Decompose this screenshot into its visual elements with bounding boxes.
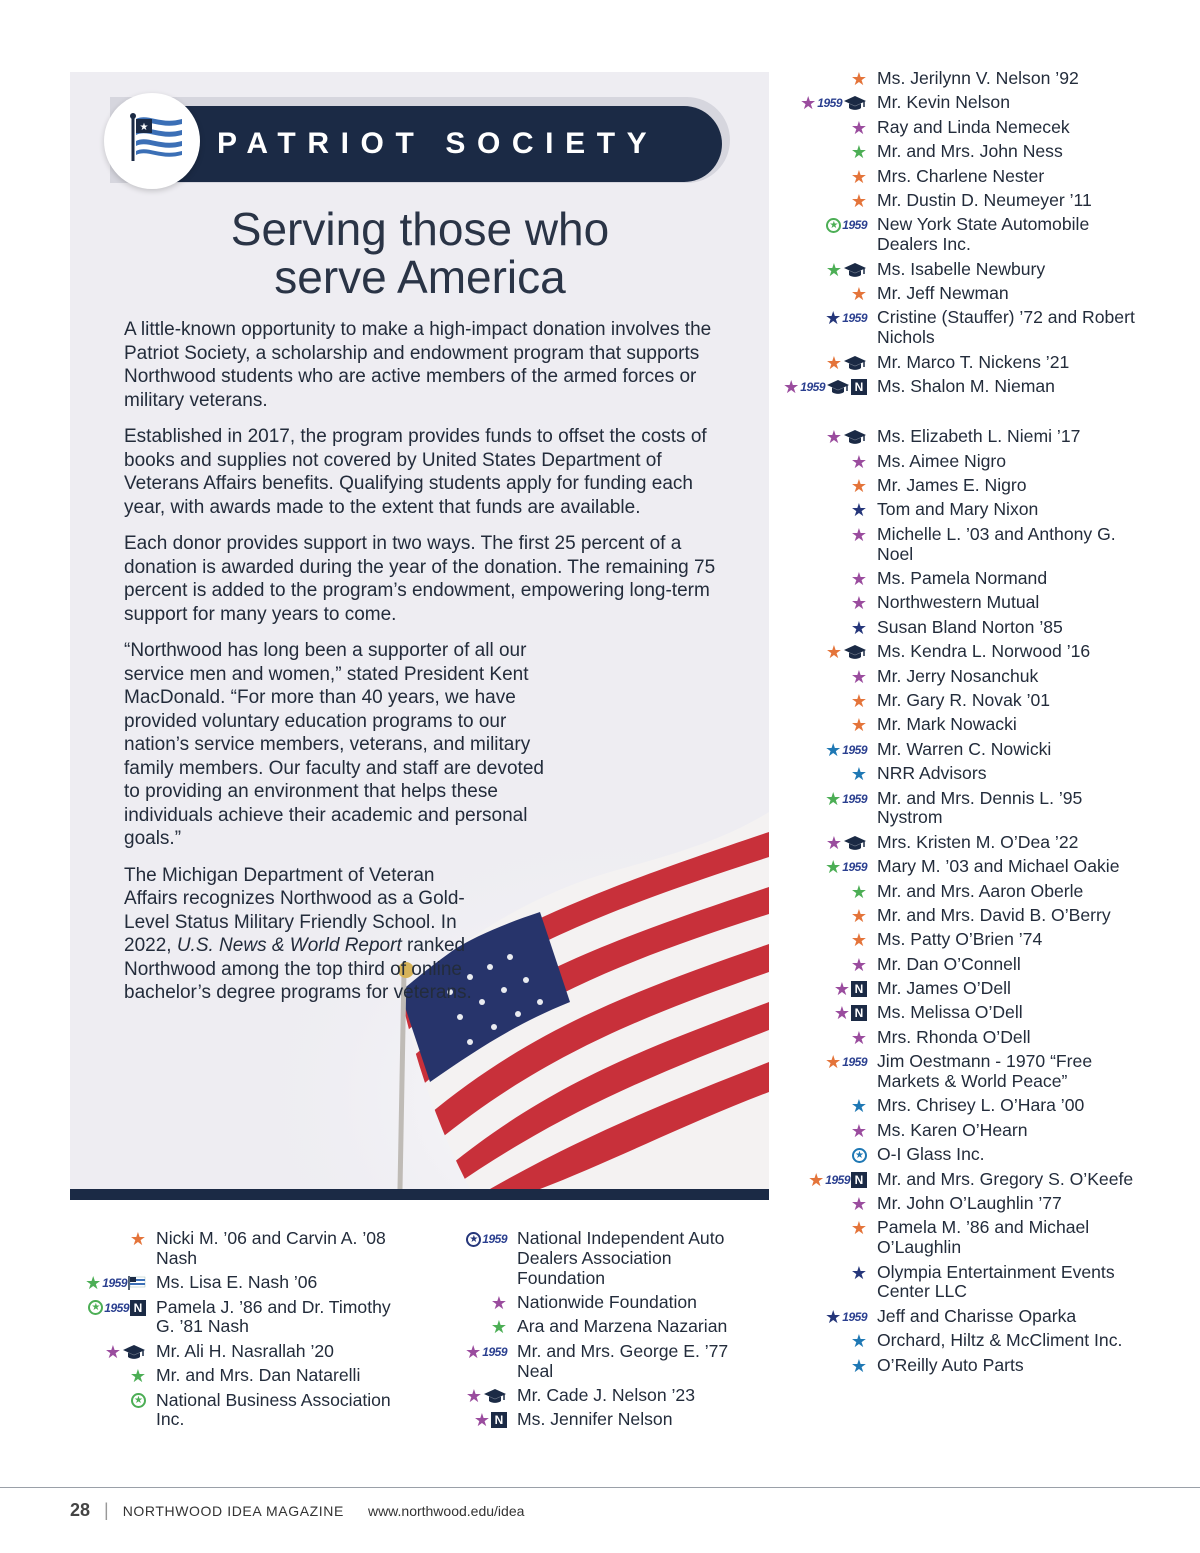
donor-entry (91, 1296, 396, 1338)
donor-entry (850, 475, 1135, 497)
donor-recognition-icons (826, 353, 867, 373)
donor-recognition-icons (851, 1331, 867, 1351)
donor-name: Mr. Jerry Nosanchuk (877, 665, 1039, 686)
donor-recognition-icons (851, 955, 867, 975)
donor-name: Ray and Linda Nemecek (877, 116, 1070, 137)
donor-recognition-icons (851, 667, 867, 687)
donor-recognition-icons (851, 1096, 867, 1116)
orange-star-icon: ★ (129, 1229, 146, 1249)
donor-name: Mr. Ali H. Nasrallah ’20 (156, 1340, 334, 1361)
purple-star-icon: ★ (104, 1341, 121, 1362)
donor-name: Pamela M. ’86 and Michael O’Laughlin (877, 1217, 1090, 1258)
donor-name: Tom and Mary Nixon (877, 499, 1039, 520)
donor-recognition-icons (851, 1263, 867, 1283)
donor-entry (850, 1095, 1135, 1117)
donor-name: Susan Bland Norton ’85 (877, 616, 1063, 637)
donor-name: Ms. Aimee Nigro (877, 450, 1007, 471)
donor-recognition-icons (851, 1194, 867, 1214)
society-1959-icon: 1959 (842, 791, 867, 806)
donor-recognition-icons (826, 642, 867, 662)
green-star-icon: ★ (850, 881, 867, 902)
donor-recognition-icons (783, 377, 867, 397)
purple-star-icon: ★ (850, 666, 867, 687)
publication-name: U.S. News & World Report (176, 935, 402, 956)
donor-name: Jim Oestmann - 1970 “Free Markets & World Peace” (877, 1051, 1093, 1092)
orange-star-icon: ★ (825, 642, 842, 663)
donor-name: Ms. Patty O’Brien ’74 (877, 929, 1043, 950)
donor-name: Mrs. Kristen M. O’Dea ’22 (877, 831, 1079, 852)
donor-recognition-icons (851, 118, 867, 138)
donor-name: National Independent Auto Dealers Association Foundation (517, 1228, 725, 1288)
donor-recognition-icons (88, 1298, 146, 1318)
donor-recognition-icons (851, 593, 867, 613)
purple-star-icon: ★ (850, 1194, 867, 1214)
northwood-n-icon: N (851, 379, 867, 395)
purple-star-icon: ★ (800, 93, 817, 114)
donor-entry (850, 1330, 1135, 1352)
donor-entry (850, 904, 1135, 926)
donor-recognition-icons (105, 1342, 146, 1362)
graduation-cap-icon (843, 95, 867, 111)
orange-star-icon: ★ (825, 1052, 842, 1073)
orange-star-icon: ★ (850, 69, 867, 89)
donor-entry (850, 165, 1135, 187)
donor-entry (850, 189, 1135, 211)
donor-name: Ms. Lisa E. Nash ’06 (156, 1272, 318, 1293)
donor-entry (850, 1217, 1135, 1258)
donor-entry (129, 1228, 396, 1269)
paragraph-1: A little-known opportunity to make a high-impact donation involves the Patriot Society, a scholarship and endowment program that supports Northwood students who are active members of the armed forces or military veterans. (124, 319, 712, 411)
orange-star-icon: ★ (825, 352, 842, 373)
donor-name: Mrs. Charlene Nester (877, 165, 1045, 186)
donor-name: Mr. John O’Laughlin ’77 (877, 1193, 1062, 1213)
donor-name: Mary M. ’03 and Michael Oakie (877, 856, 1120, 877)
purple-star-icon: ★ (465, 1385, 482, 1406)
donor-recognition-icons (851, 1121, 867, 1141)
navy-star-icon: ★ (825, 308, 842, 329)
magazine-name: NORTHWOOD IDEA MAGAZINE (122, 1502, 344, 1519)
donor-name: Pamela J. ’86 and Dr. Timothy G. ’81 Nash (156, 1296, 391, 1337)
donor-name: Mr. Cade J. Nelson ’23 (517, 1384, 695, 1405)
donor-name: Nationwide Foundation (517, 1291, 697, 1312)
headline (140, 205, 700, 301)
donor-entry (825, 787, 1135, 829)
donor-name: Ms. Melissa O’Dell (877, 1002, 1023, 1023)
donor-recognition-icons (851, 906, 867, 926)
donor-entry (850, 450, 1135, 472)
donor-list-right (783, 68, 1135, 1380)
donor-name: Ms. Jerilynn V. Nelson ’92 (877, 68, 1079, 88)
donor-name: Nicki M. ’06 and Carvin A. ’08 Nash (156, 1228, 386, 1268)
donor-recognition-icons (851, 452, 867, 472)
donor-entry (850, 282, 1135, 304)
donor-entry (850, 953, 1135, 975)
purple-star-icon: ★ (833, 1003, 850, 1024)
purple-star-icon: ★ (465, 1341, 482, 1362)
society-1959-icon: 1959 (842, 311, 867, 326)
donor-entry (850, 616, 1135, 638)
paragraph-5-part-b: ranked Northwood among the top third of online bachelor’s degree programs for veterans. (124, 935, 472, 1003)
purple-star-icon: ★ (825, 427, 842, 448)
purple-star-icon: ★ (850, 524, 867, 545)
donor-recognition-icons (826, 260, 867, 280)
orange-star-icon: ★ (850, 1218, 867, 1239)
donor-name: Mr. Dan O’Connell (877, 953, 1021, 974)
donor-entry (850, 1119, 1135, 1141)
donor-recognition-icons (825, 857, 867, 877)
navy-star-icon: ★ (850, 500, 867, 521)
donor-name: Mr. and Mrs. David B. O’Berry (877, 904, 1111, 925)
donor-entry (825, 831, 1135, 853)
donor-entry (808, 1168, 1135, 1190)
orange-star-icon: ★ (850, 905, 867, 926)
donor-name: Orchard, Hiltz & McCliment Inc. (877, 1330, 1123, 1351)
orange-star-icon: ★ (850, 283, 867, 304)
northwood-n-icon: N (491, 1412, 507, 1428)
donor-name: Cristine (Stauffer) ’72 and Robert Nichols (877, 307, 1135, 348)
donor-entry (850, 1193, 1135, 1214)
donor-recognition-icons (85, 1273, 146, 1293)
donor-recognition-icons (800, 93, 867, 113)
northwood-n-icon: N (130, 1300, 146, 1316)
graduation-cap-icon (122, 1344, 146, 1360)
donor-recognition-icons (466, 1386, 507, 1406)
donor-entry (469, 1228, 762, 1288)
article-body (124, 318, 724, 1018)
donor-entry (85, 1272, 396, 1294)
donor-name: Northwestern Mutual (877, 592, 1040, 613)
donor-name: Ms. Jennifer Nelson (517, 1409, 673, 1430)
donor-entry (850, 1026, 1135, 1048)
donor-name: Ms. Pamela Normand (877, 568, 1048, 589)
donor-entry (850, 116, 1135, 138)
donor-recognition-icons (826, 427, 867, 447)
svg-text:★: ★ (139, 122, 149, 133)
donor-entry (850, 1354, 1135, 1376)
donor-entry (104, 1340, 396, 1362)
navy-star-icon: ★ (825, 1306, 842, 1327)
northwood-n-icon: N (851, 1005, 867, 1021)
donor-recognition-icons (826, 215, 867, 235)
orange-star-icon: ★ (808, 1169, 825, 1190)
donor-recognition-icons (825, 789, 867, 809)
donor-entry (850, 665, 1135, 687)
donor-name: Mr. Marco T. Nickens ’21 (877, 351, 1070, 372)
donor-recognition-icons (825, 740, 867, 760)
donor-recognition-icons (825, 1307, 867, 1327)
donor-recognition-icons (851, 1356, 867, 1376)
paragraph-2: Established in 2017, the program provides funds to offset the costs of books and supplies not covered by United States Department of Veterans Affairs benefits. Qualifying students apply for funding each year, with awards made to the extent that funds are available. (124, 426, 707, 518)
purple-star-icon: ★ (825, 832, 842, 853)
donor-name: Mr. Warren C. Nowicki (877, 738, 1052, 759)
donor-name: NRR Advisors (877, 763, 987, 784)
green-circle-star-icon: ★ (131, 1393, 146, 1408)
donor-entry (465, 1340, 762, 1382)
paragraph-5 (124, 864, 484, 1005)
blue-star-icon: ★ (825, 739, 842, 760)
donor-name: Mr. and Mrs. Dan Natarelli (156, 1365, 361, 1386)
society-1959-icon: 1959 (102, 1276, 127, 1291)
purple-star-icon: ★ (850, 569, 867, 590)
donor-recognition-icons (834, 1003, 867, 1023)
donor-name: Mr. James E. Nigro (877, 475, 1027, 496)
donor-name: New York State Automobile Dealers Inc. (877, 214, 1090, 255)
society-1959-icon: 1959 (825, 1172, 850, 1187)
donor-entry (825, 641, 1135, 663)
donor-recognition-icons (130, 1229, 146, 1249)
paragraph-4: “Northwood has long been a supporter of all our service men and women,” stated President Kent MacDonald. “For more than 40 years, we have provided voluntary education programs to our nation’s service members, veterans, and military family members. Our faculty and staff are devoted to providing an environment that helps these individuals achieve their academic and personal goals.” (124, 640, 544, 849)
donor-name: Mr. and Mrs. Dennis L. ’95 Nystrom (877, 787, 1083, 828)
donor-name: Ms. Isabelle Newbury (877, 258, 1046, 279)
navy-circle-star-icon: ★ (466, 1232, 481, 1247)
graduation-cap-icon (843, 429, 867, 445)
society-1959-icon: 1959 (800, 379, 825, 394)
donor-recognition-icons (834, 979, 867, 999)
donor-entry (850, 929, 1135, 951)
donor-entry (134, 1389, 396, 1431)
blue-star-icon: ★ (850, 1355, 867, 1376)
donor-recognition-icons (851, 500, 867, 520)
donor-recognition-icons (131, 1391, 146, 1411)
donor-name: Mrs. Chrisey L. O’Hara ’00 (877, 1095, 1085, 1116)
waving-flag-icon (128, 113, 186, 163)
orange-star-icon: ★ (850, 930, 867, 951)
donor-entry (825, 856, 1135, 878)
donor-recognition-icons (851, 525, 867, 545)
purple-star-icon: ★ (850, 1027, 867, 1048)
headline-line-2: serve America (274, 251, 566, 303)
donor-entry (473, 1409, 762, 1431)
donor-entry (850, 592, 1135, 614)
donor-recognition-icons (851, 764, 867, 784)
donor-list-middle (465, 1228, 762, 1435)
paragraph-5-part-a: The Michigan Department of Veteran Affairs recognizes Northwood as a Gold-Level Status Military Friendly School. In 2022, (124, 864, 465, 956)
donor-entry (833, 1002, 1135, 1024)
donor-entry (855, 1144, 1135, 1165)
green-circle-star-icon: ★ (826, 218, 841, 233)
blue-star-icon: ★ (850, 1331, 867, 1352)
donor-entry (850, 68, 1135, 89)
donor-entry (825, 351, 1135, 373)
donor-name: Jeff and Charisse Oparka (877, 1305, 1077, 1326)
donor-name: Ms. Kendra L. Norwood ’16 (877, 641, 1091, 662)
donor-recognition-icons (851, 167, 867, 187)
donor-recognition-icons (851, 284, 867, 304)
donor-entry (129, 1365, 396, 1387)
graduation-cap-icon (843, 355, 867, 371)
donor-list-left (85, 1228, 396, 1435)
donor-name: Ms. Elizabeth L. Niemi ’17 (877, 426, 1081, 447)
northwood-n-icon: N (851, 981, 867, 997)
donor-recognition-icons (466, 1229, 507, 1249)
navy-star-icon: ★ (850, 1262, 867, 1283)
purple-star-icon: ★ (850, 1120, 867, 1141)
donor-name: Mrs. Rhonda O’Dell (877, 1026, 1031, 1047)
donor-name: Mr. and Mrs. John Ness (877, 141, 1063, 162)
banner-title: PATRIOT SOCIETY (217, 127, 659, 160)
donor-name: National Business Association Inc. (156, 1389, 391, 1430)
donor-name: Mr. Gary R. Novak ’01 (877, 689, 1051, 710)
orange-star-icon: ★ (850, 190, 867, 211)
donor-entry (850, 568, 1135, 590)
donor-recognition-icons (851, 569, 867, 589)
footer-separator: | (104, 1500, 109, 1520)
donor-recognition-icons (851, 1218, 867, 1238)
society-1959-icon: 1959 (482, 1232, 507, 1246)
donor-name: Ara and Marzena Nazarian (517, 1316, 728, 1337)
purple-star-icon: ★ (783, 376, 800, 397)
paragraph-3: Each donor provides support in two ways. The first 25 percent of a donation is awarded during the year of the donation. The remaining 75 percent is added to the program’s endowment, empowering long-term support for many years to come. (124, 533, 716, 625)
donor-name: O’Reilly Auto Parts (877, 1354, 1024, 1375)
orange-star-icon: ★ (850, 690, 867, 711)
blue-star-icon: ★ (850, 764, 867, 785)
donor-entry (490, 1291, 762, 1313)
donor-entry (850, 1261, 1135, 1303)
donor-recognition-icons (465, 1342, 507, 1362)
green-star-icon: ★ (490, 1317, 507, 1338)
donor-name: Ms. Shalon M. Nieman (877, 375, 1055, 396)
graduation-cap-icon (483, 1388, 507, 1404)
donor-recognition-icons (851, 69, 867, 89)
donor-entry (833, 978, 1135, 1000)
donor-recognition-icons (808, 1170, 867, 1190)
purple-star-icon: ★ (833, 979, 850, 1000)
green-star-icon: ★ (825, 857, 842, 878)
blue-star-icon: ★ (850, 1096, 867, 1117)
donor-name: Michelle L. ’03 and Anthony G. Noel (877, 523, 1116, 564)
donor-recognition-icons (851, 715, 867, 735)
donor-recognition-icons (851, 191, 867, 211)
graduation-cap-icon (843, 262, 867, 278)
purple-star-icon: ★ (850, 117, 867, 138)
donor-name: Olympia Entertainment Events Center LLC (877, 1261, 1115, 1302)
flag-icon (128, 1276, 146, 1290)
donor-entry (783, 375, 1135, 423)
society-1959-icon: 1959 (482, 1344, 507, 1359)
donor-entry (850, 499, 1135, 521)
donor-entry (825, 258, 1135, 280)
donor-recognition-icons (491, 1317, 507, 1337)
graduation-cap-icon (843, 644, 867, 660)
magazine-url[interactable]: www.northwood.edu/idea (367, 1502, 525, 1519)
purple-star-icon: ★ (850, 593, 867, 614)
donor-name: Mr. Kevin Nelson (877, 92, 1010, 113)
donor-entry (825, 307, 1135, 348)
footer-rule (0, 1487, 1200, 1488)
donor-recognition-icons (851, 142, 867, 162)
green-star-icon: ★ (85, 1273, 102, 1294)
donor-name: Mr. James O’Dell (877, 978, 1011, 999)
northwood-n-icon: N (851, 1172, 867, 1188)
society-1959-icon: 1959 (842, 742, 867, 757)
donor-recognition-icons (825, 1052, 867, 1072)
orange-star-icon: ★ (850, 715, 867, 736)
green-circle-star-icon: ★ (88, 1300, 103, 1315)
headline-line-1: Serving those who (230, 203, 610, 255)
green-star-icon: ★ (825, 259, 842, 280)
donor-entry (825, 738, 1135, 760)
donor-entry (850, 763, 1135, 785)
donor-recognition-icons (491, 1293, 507, 1313)
donor-entry (825, 1305, 1135, 1327)
donor-entry (850, 714, 1135, 736)
donor-recognition-icons (852, 1145, 867, 1165)
donor-entry (825, 426, 1135, 448)
society-1959-icon: 1959 (104, 1300, 129, 1315)
donor-entry (465, 1384, 762, 1406)
donor-entry (850, 141, 1135, 163)
green-star-icon: ★ (825, 788, 842, 809)
donor-recognition-icons (851, 618, 867, 638)
purple-star-icon: ★ (850, 451, 867, 472)
green-star-icon: ★ (129, 1366, 146, 1387)
donor-recognition-icons (851, 691, 867, 711)
donor-name: O-I Glass Inc. (877, 1144, 985, 1165)
society-1959-icon: 1959 (817, 96, 842, 111)
page-footer (70, 1500, 524, 1521)
donor-recognition-icons (851, 1028, 867, 1048)
donor-name: Ms. Karen O’Hearn (877, 1119, 1028, 1140)
orange-star-icon: ★ (850, 166, 867, 187)
donor-recognition-icons (851, 882, 867, 902)
donor-name: Mr. Jeff Newman (877, 282, 1009, 303)
donor-entry (850, 880, 1135, 902)
donor-name: Mr. and Mrs. George E. ’77 Neal (517, 1340, 729, 1381)
society-1959-icon: 1959 (842, 1055, 867, 1070)
donor-name: Mr. Mark Nowacki (877, 714, 1017, 735)
donor-name: Mr. and Mrs. Gregory S. O’Keefe (877, 1168, 1134, 1189)
purple-star-icon: ★ (490, 1292, 507, 1313)
navy-star-icon: ★ (850, 617, 867, 638)
donor-name: Mr. Dustin D. Neumeyer ’11 (877, 189, 1092, 210)
page-number: 28 (70, 1500, 91, 1520)
society-1959-icon: 1959 (842, 1309, 867, 1324)
donor-recognition-icons (851, 930, 867, 950)
donor-entry (490, 1316, 762, 1338)
purple-star-icon: ★ (850, 954, 867, 975)
donor-entry (800, 92, 1135, 114)
flag-badge (104, 93, 200, 189)
donor-recognition-icons (826, 833, 867, 853)
donor-entry (829, 214, 1135, 255)
donor-recognition-icons (474, 1410, 507, 1430)
donor-recognition-icons (851, 476, 867, 496)
panel-bottom-band (70, 1189, 769, 1200)
society-1959-icon: 1959 (842, 860, 867, 875)
donor-recognition-icons (130, 1366, 146, 1386)
donor-entry (850, 689, 1135, 711)
donor-name: Mr. and Mrs. Aaron Oberle (877, 880, 1084, 901)
donor-entry (825, 1051, 1135, 1092)
graduation-cap-icon (826, 379, 850, 395)
orange-star-icon: ★ (850, 476, 867, 497)
blue-circle-star-icon: ★ (852, 1148, 867, 1163)
purple-star-icon: ★ (473, 1410, 490, 1431)
green-star-icon: ★ (850, 142, 867, 163)
graduation-cap-icon (843, 835, 867, 851)
donor-entry (850, 523, 1135, 565)
society-1959-icon: 1959 (842, 218, 867, 233)
donor-recognition-icons (825, 308, 867, 328)
